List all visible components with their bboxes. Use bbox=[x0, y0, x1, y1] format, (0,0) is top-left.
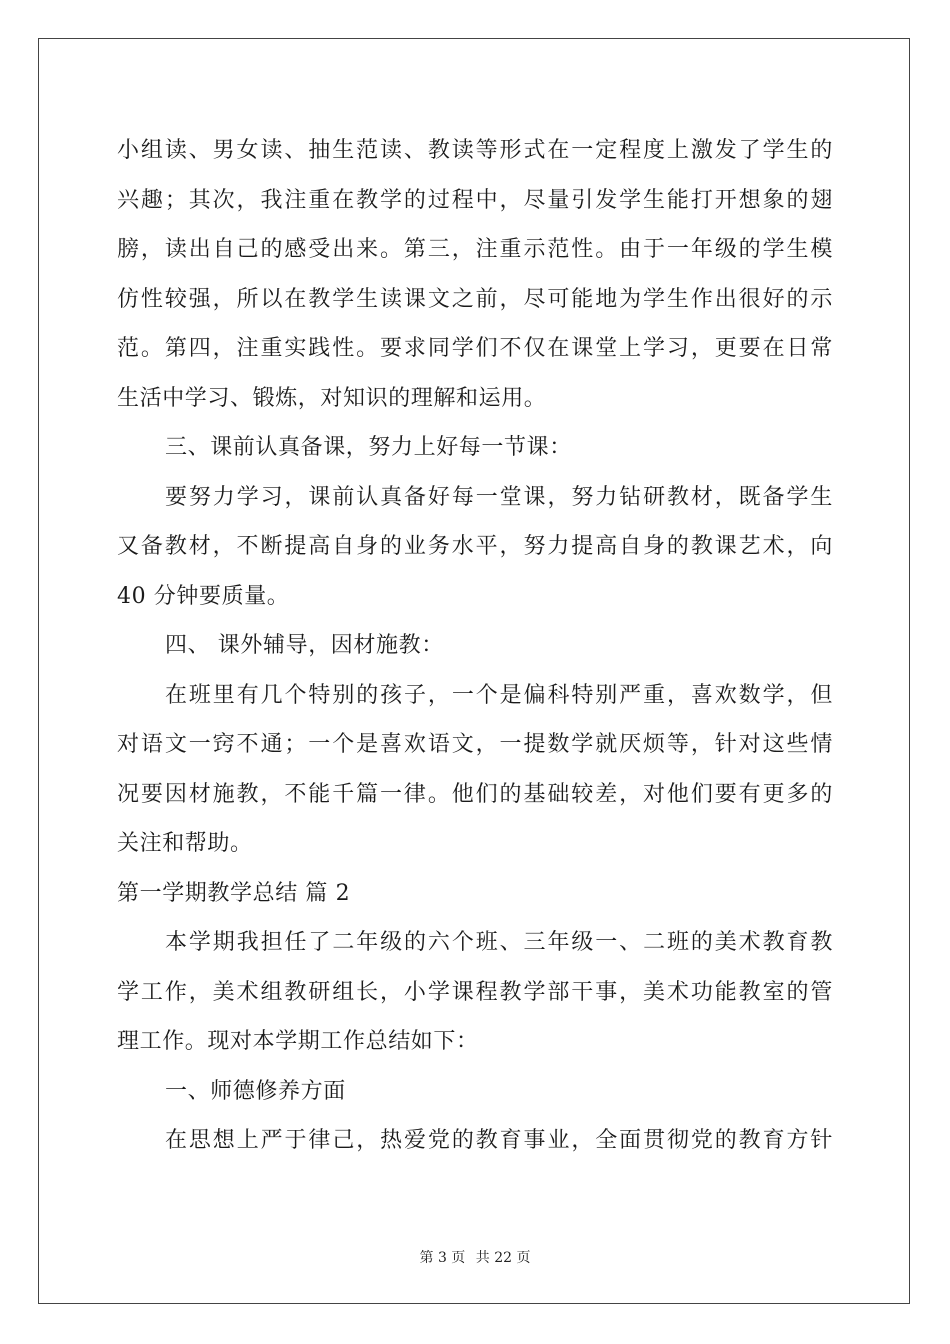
text-line: 范。第四，注重实践性。要求同学们不仅在课堂上学习，更要在日常 bbox=[117, 336, 833, 361]
total-pages: 共 22 页 bbox=[475, 1250, 531, 1266]
text-line: 学工作，美术组教研组长，小学课程教学部干事，美术功能教室的管 bbox=[117, 979, 833, 1005]
text-line: 小组读、男女读、抽生范读、教读等形式在一定程度上激发了学生的 bbox=[117, 138, 833, 163]
text-line: 关注和帮助。 bbox=[117, 831, 253, 856]
text-line: 40 分钟要质量。 bbox=[117, 583, 290, 609]
page-number: 第 3 页 bbox=[419, 1250, 466, 1266]
text-line: 四、 课外辅导，因材施教： bbox=[165, 633, 444, 658]
text-line: 本学期我担任了二年级的六个班、三年级一、二班的美术教育教 bbox=[165, 930, 833, 955]
text-line: 在班里有几个特别的孩子，一个是偏科特别严重，喜欢数学，但 bbox=[165, 682, 833, 708]
text-line: 况要因材施教，不能千篇一律。他们的基础较差，对他们要有更多的 bbox=[117, 781, 833, 807]
text-line: 第一学期教学总结 篇 2 bbox=[117, 880, 351, 906]
text-line: 理工作。现对本学期工作总结如下： bbox=[117, 1029, 479, 1054]
text-line: 对语文一窍不通；一个是喜欢语文，一提数学就厌烦等，针对这些情 bbox=[117, 732, 833, 757]
document-body bbox=[117, 126, 833, 1166]
text-line: 兴趣；其次，我注重在教学的过程中，尽量引发学生能打开想象的翅 bbox=[117, 187, 833, 213]
text-line: 三、课前认真备课，努力上好每一节课： bbox=[165, 435, 572, 460]
text-line: 仿性较强，所以在教学生读课文之前，尽可能地为学生作出很好的示 bbox=[117, 286, 833, 312]
text-line: 又备教材，不断提高自身的业务水平，努力提高自身的教课艺术，向 bbox=[117, 534, 833, 559]
text-line: 要努力学习，课前认真备好每一堂课，努力钻研教材，既备学生 bbox=[165, 484, 833, 510]
text-line: 生活中学习、锻炼，对知识的理解和运用。 bbox=[117, 385, 547, 411]
text-line: 膀，读出自己的感受出来。第三，注重示范性。由于一年级的学生模 bbox=[117, 237, 833, 262]
page-footer bbox=[0, 1247, 950, 1267]
text-line: 在思想上严于律己，热爱党的教育事业，全面贯彻党的教育方针 bbox=[165, 1128, 833, 1153]
text-line: 一、师德修养方面 bbox=[165, 1078, 346, 1104]
